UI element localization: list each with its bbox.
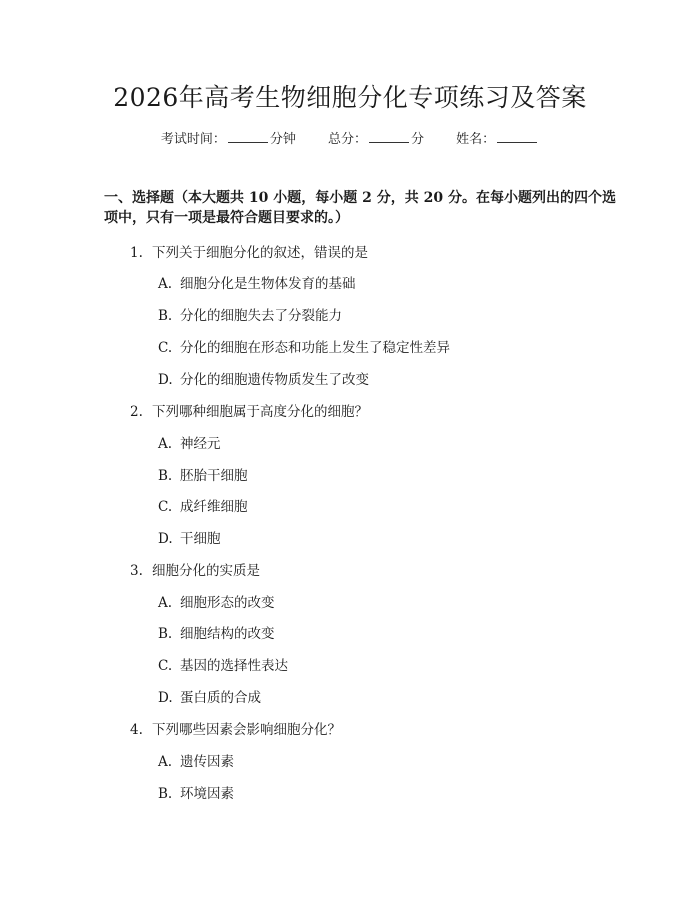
option-2b[interactable] [158, 466, 248, 486]
option-2d[interactable] [158, 529, 221, 549]
time-unit: 分钟 [269, 132, 296, 147]
question-3 [130, 561, 260, 581]
option-3d[interactable] [158, 688, 261, 708]
option-letter: A. [158, 595, 173, 611]
option-4a[interactable] [158, 752, 234, 772]
option-1a[interactable] [158, 274, 356, 294]
question-text: 下列哪些因素会影响细胞分化？ [152, 722, 341, 738]
name-blank[interactable] [497, 130, 537, 143]
option-letter: B. [158, 626, 173, 642]
option-text: 干细胞 [180, 531, 221, 547]
option-text: 分化的细胞遗传物质发生了改变 [180, 372, 369, 388]
option-text: 分化的细胞在形态和功能上发生了稳定性差异 [180, 340, 450, 356]
option-letter: B. [158, 468, 173, 484]
option-text: 细胞结构的改变 [180, 626, 275, 642]
section-heading-line2: 项中，只有一项是最符合题目要求的。） [104, 210, 349, 226]
option-3a[interactable] [158, 593, 275, 613]
question-text: 下列关于细胞分化的叙述，错误的是 [152, 245, 368, 261]
option-letter: D. [158, 372, 173, 388]
question-4 [130, 720, 341, 740]
option-text: 蛋白质的合成 [180, 690, 261, 706]
option-4b[interactable] [158, 784, 234, 804]
section-heading-line1: 一、选择题（本大题共 10 小题，每小题 2 分，共 20 分。在每小题列出的四个选 [104, 190, 616, 206]
option-1d[interactable] [158, 370, 369, 390]
option-letter: A. [158, 276, 173, 292]
name-field [456, 130, 539, 150]
option-letter: C. [158, 658, 173, 674]
option-letter: C. [158, 499, 173, 515]
score-unit: 分 [411, 132, 425, 147]
option-text: 遗传因素 [180, 754, 234, 770]
question-number: 1. [130, 245, 143, 261]
option-1b[interactable] [158, 306, 342, 326]
option-1c[interactable] [158, 338, 450, 358]
option-text: 神经元 [180, 436, 221, 452]
question-number: 3. [130, 563, 143, 579]
option-2c[interactable] [158, 497, 248, 517]
option-letter: B. [158, 308, 173, 324]
time-field [161, 130, 296, 150]
option-letter: C. [158, 340, 173, 356]
option-text: 细胞形态的改变 [180, 595, 275, 611]
option-2a[interactable] [158, 434, 221, 454]
question-text: 下列哪种细胞属于高度分化的细胞？ [152, 404, 368, 420]
option-3b[interactable] [158, 624, 275, 644]
question-text: 细胞分化的实质是 [152, 563, 260, 579]
score-blank[interactable] [369, 130, 409, 143]
option-letter: A. [158, 754, 173, 770]
option-text: 胚胎干细胞 [180, 468, 248, 484]
option-letter: B. [158, 786, 173, 802]
time-label: 考试时间： [160, 132, 226, 147]
name-label: 姓名： [456, 132, 496, 147]
question-number: 2. [130, 404, 143, 420]
score-label: 总分： [327, 132, 367, 147]
option-3c[interactable] [158, 656, 288, 676]
option-text: 细胞分化是生物体发育的基础 [180, 276, 356, 292]
option-text: 分化的细胞失去了分裂能力 [180, 308, 342, 324]
exam-meta [0, 130, 700, 150]
question-2 [130, 402, 368, 422]
score-field [328, 130, 424, 150]
option-letter: D. [158, 690, 173, 706]
section-heading [104, 188, 616, 228]
option-letter: A. [158, 436, 173, 452]
option-text: 基因的选择性表达 [180, 658, 288, 674]
question-1 [130, 243, 368, 263]
option-letter: D. [158, 531, 173, 547]
option-text: 成纤维细胞 [180, 499, 248, 515]
option-text: 环境因素 [180, 786, 234, 802]
time-blank[interactable] [228, 130, 268, 143]
question-number: 4. [130, 722, 143, 738]
document-title: 2026年高考生物细胞分化专项练习及答案 [113, 83, 587, 112]
